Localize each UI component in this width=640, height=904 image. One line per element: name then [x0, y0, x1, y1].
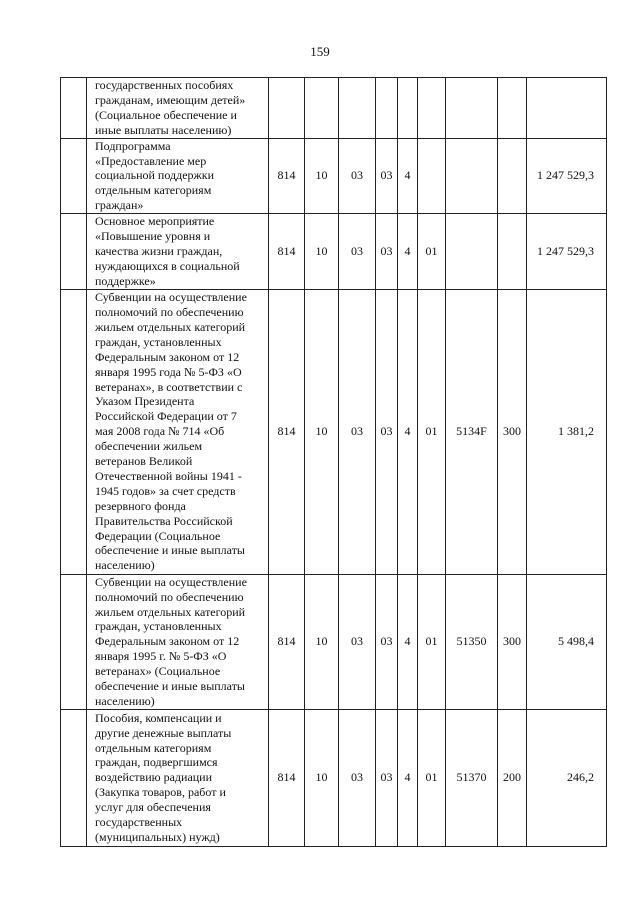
subsection-cell: 03	[339, 709, 376, 846]
item-name-line: населению)	[95, 558, 155, 573]
item-name-line: «Предоставление мер	[95, 153, 207, 168]
item-name-line: Отечественной войны 1941 -	[95, 468, 242, 483]
table-row	[61, 709, 607, 846]
item-name-line: (Закупка товаров, работ и	[95, 785, 226, 800]
item-name-cell	[87, 214, 269, 290]
item-name-line: Федеральным законом от 12	[95, 349, 240, 364]
section-cell: 10	[305, 138, 339, 214]
target-code-cell	[446, 78, 498, 139]
event-cell: 01	[418, 289, 446, 574]
item-name-line: качества жизни граждан,	[95, 243, 223, 258]
item-name-line: государственных	[95, 815, 183, 830]
item-name-line: января 1995 г. № 5-ФЗ «О	[95, 649, 227, 664]
item-name-line: отдельным категориям	[95, 183, 212, 198]
amount-cell: 1 247 529,3	[527, 138, 607, 214]
expense-type-cell	[498, 78, 527, 139]
number-cell	[61, 574, 87, 709]
subsection-cell: 03	[339, 574, 376, 709]
program-cell: 03	[376, 289, 398, 574]
item-name-line: другие денежные выплаты	[95, 725, 232, 740]
item-name-line: Основное мероприятие	[95, 214, 215, 229]
item-name-line: ветеранов Великой	[95, 454, 193, 469]
event-cell: 01	[418, 574, 446, 709]
item-name-line: Субвенции на осуществление	[95, 290, 247, 305]
subsection-cell: 03	[339, 138, 376, 214]
grbs-cell: 814	[269, 709, 305, 846]
section-cell: 10	[305, 289, 339, 574]
program-cell: 03	[376, 138, 398, 214]
amount-cell	[527, 78, 607, 139]
subprogram-cell: 4	[398, 214, 418, 290]
subsection-cell	[339, 78, 376, 139]
event-cell	[418, 138, 446, 214]
section-cell: 10	[305, 709, 339, 846]
section-cell: 10	[305, 574, 339, 709]
item-name-line: воздействию радиации	[95, 770, 213, 785]
target-code-cell: 51350	[446, 574, 498, 709]
target-code-cell	[446, 214, 498, 290]
target-code-cell: 51370	[446, 709, 498, 846]
number-cell	[61, 78, 87, 139]
item-name-line: обеспечение и иные выплаты	[95, 543, 245, 558]
event-cell: 01	[418, 709, 446, 846]
grbs-cell: 814	[269, 574, 305, 709]
item-name-line: обеспечении жильем	[95, 439, 203, 454]
item-name-line: услуг для обеспечения	[95, 800, 211, 815]
item-name-line: ветеранах» (Социальное	[95, 664, 221, 679]
page-number: 159	[310, 44, 330, 59]
table-row	[61, 289, 607, 574]
expense-type-cell: 300	[498, 574, 527, 709]
amount-cell: 5 498,4	[527, 574, 607, 709]
item-name-line: Федерации (Социальное	[95, 528, 221, 543]
table-row	[61, 78, 607, 139]
grbs-cell	[269, 78, 305, 139]
number-cell	[61, 709, 87, 846]
item-name-line: поддержке»	[95, 273, 156, 288]
amount-cell: 1 381,2	[527, 289, 607, 574]
table-row	[61, 138, 607, 214]
table-row	[61, 574, 607, 709]
item-name-line: Субвенции на осуществление	[95, 574, 247, 589]
amount-cell: 246,2	[527, 709, 607, 846]
item-name-line: отдельным категориям	[95, 740, 212, 755]
item-name-line: резервного фонда	[95, 498, 186, 513]
item-name-line: Указом Президента	[95, 394, 195, 409]
subsection-cell: 03	[339, 214, 376, 290]
item-name-line: граждан, установленных	[95, 334, 222, 349]
table-row	[61, 214, 607, 290]
item-name-line: нуждающихся в социальной	[95, 258, 240, 273]
item-name-line: гражданам, имеющим детей»	[95, 92, 246, 107]
item-name-line: обеспечение и иные выплаты	[95, 679, 245, 694]
item-name-line: жильем отдельных категорий	[95, 319, 246, 334]
item-name-cell	[87, 289, 269, 574]
item-name-line: Российской Федерации от 7	[95, 409, 237, 424]
program-cell: 03	[376, 214, 398, 290]
item-name-cell	[87, 574, 269, 709]
item-name-line: социальной поддержки	[95, 168, 215, 183]
section-cell	[305, 78, 339, 139]
item-name-line: граждан»	[95, 198, 144, 213]
number-cell	[61, 138, 87, 214]
grbs-cell: 814	[269, 138, 305, 214]
subprogram-cell	[398, 78, 418, 139]
item-name-line: полномочий по обеспечению	[95, 304, 244, 319]
subprogram-cell: 4	[398, 138, 418, 214]
subprogram-cell: 4	[398, 709, 418, 846]
item-name-cell	[87, 138, 269, 214]
item-name-line: ветеранах», в соответствии с	[95, 379, 243, 394]
item-name-line: Пособия, компенсации и	[95, 710, 222, 725]
expense-type-cell	[498, 214, 527, 290]
target-code-cell	[446, 138, 498, 214]
grbs-cell: 814	[269, 214, 305, 290]
item-name-line: Правительства Российской	[95, 513, 233, 528]
item-name-line: полномочий по обеспечению	[95, 589, 244, 604]
program-cell: 03	[376, 709, 398, 846]
subsection-cell: 03	[339, 289, 376, 574]
item-name-line: населению)	[95, 693, 155, 708]
program-cell	[376, 78, 398, 139]
item-name-line: государственных пособиях	[95, 78, 234, 92]
item-name-line: «Повышение уровня и	[95, 229, 211, 244]
subprogram-cell: 4	[398, 574, 418, 709]
item-name-cell	[87, 709, 269, 846]
item-name-line: иные выплаты населению)	[95, 122, 232, 137]
number-cell	[61, 214, 87, 290]
item-name-line: 1945 годов» за счет средств	[95, 483, 236, 498]
section-cell: 10	[305, 214, 339, 290]
item-name-line: Федеральным законом от 12	[95, 634, 240, 649]
expense-type-cell: 200	[498, 709, 527, 846]
item-name-line: (муниципальных) нужд)	[95, 830, 220, 845]
program-cell: 03	[376, 574, 398, 709]
event-cell: 01	[418, 214, 446, 290]
item-name-line: мая 2008 года № 714 «Об	[95, 424, 225, 439]
expense-type-cell	[498, 138, 527, 214]
amount-cell: 1 247 529,3	[527, 214, 607, 290]
item-name-cell	[87, 78, 269, 139]
expense-type-cell: 300	[498, 289, 527, 574]
item-name-line: граждан, подвергшимся	[95, 755, 218, 770]
subprogram-cell: 4	[398, 289, 418, 574]
event-cell	[418, 78, 446, 139]
budget-table	[60, 77, 607, 847]
item-name-line: жильем отдельных категорий	[95, 604, 246, 619]
number-cell	[61, 289, 87, 574]
item-name-line: граждан, установленных	[95, 619, 222, 634]
grbs-cell: 814	[269, 289, 305, 574]
target-code-cell: 5134F	[446, 289, 498, 574]
item-name-line: (Социальное обеспечение и	[95, 107, 237, 122]
item-name-line: Подпрограмма	[95, 138, 171, 153]
item-name-line: января 1995 года № 5-ФЗ «О	[95, 364, 242, 379]
